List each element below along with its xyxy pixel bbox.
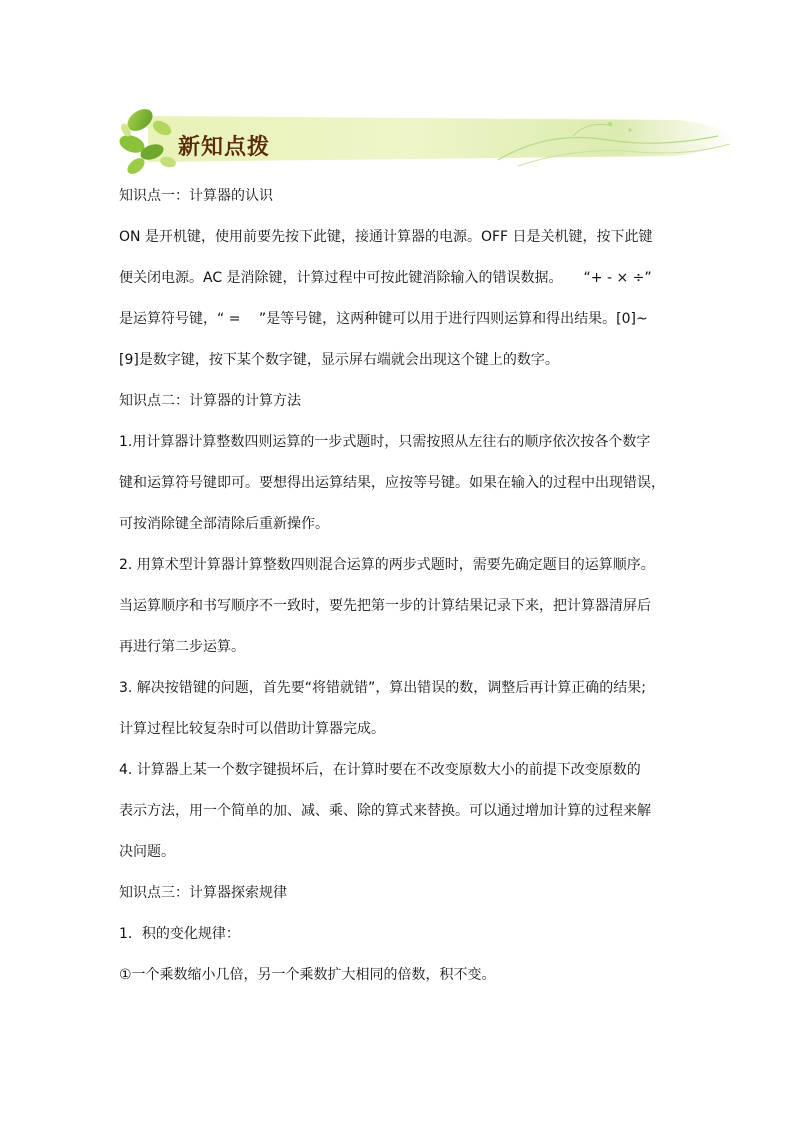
- text-line: 再进行第二步运算。: [119, 639, 245, 655]
- heading-knowledge-point-2: 知识点二：计算器的计算方法: [119, 393, 301, 409]
- text-line: ①一个乘数缩小几倍，另一个乘数扩大相同的倍数，积不变。: [119, 967, 496, 983]
- text-line: 3. 解决按错键的问题，首先要“将错就错”，算出错误的数，调整后再计算正确的结果;: [119, 680, 647, 696]
- text-line: 决问题。: [119, 844, 175, 860]
- text-line: 键和运算符号键即可。要想得出运算结果，应按等号键。如果在输入的过程中出现错误，: [119, 475, 665, 491]
- text-line: 便关闭电源。AC 是消除键，计算过程中可按此键消除输入的错误数据。 “+ - × ÷”: [119, 270, 652, 286]
- text-line: 1．积的变化规律：: [119, 926, 240, 942]
- document-body: [119, 186, 685, 1006]
- text-line: 4. 计算器上某一个数字键损坏后，在计算时要在不改变原数大小的前提下改变原数的: [119, 762, 641, 778]
- text-line: 表示方法，用一个简单的加、减、乘、除的算式来替换。可以通过增加计算的过程来解: [119, 803, 651, 819]
- text-line: 计算过程比较复杂时可以借助计算器完成。: [119, 721, 385, 737]
- banner-title: 新知点拨: [178, 135, 271, 160]
- section-banner: [118, 100, 738, 178]
- text-line: 当运算顺序和书写顺序不一致时，要先把第一步的计算结果记录下来，把计算器清屏后: [119, 598, 651, 614]
- heading-knowledge-point-3: 知识点三：计算器探索规律: [119, 885, 287, 901]
- text-line: [9]是数字键，按下某个数字键，显示屏右端就会出现这个键上的数字。: [119, 352, 559, 368]
- text-line: 1.用计算器计算整数四则运算的一步式题时，只需按照从左往右的顺序依次按各个数字: [119, 434, 651, 450]
- text-line: 是运算符号键，“ = ”是等号键，这两种键可以用于进行四则运算和得出结果。[0]~: [119, 311, 648, 327]
- text-line: 可按消除键全部清除后重新操作。: [119, 516, 329, 532]
- heading-knowledge-point-1: 知识点一：计算器的认识: [119, 188, 273, 204]
- text-line: ON 是开机键，使用前要先按下此键，接通计算器的电源。OFF 日是关机键，按下此键: [119, 229, 653, 245]
- text-line: 2. 用算术型计算器计算整数四则混合运算的两步式题时，需要先确定题目的运算顺序。: [119, 557, 655, 573]
